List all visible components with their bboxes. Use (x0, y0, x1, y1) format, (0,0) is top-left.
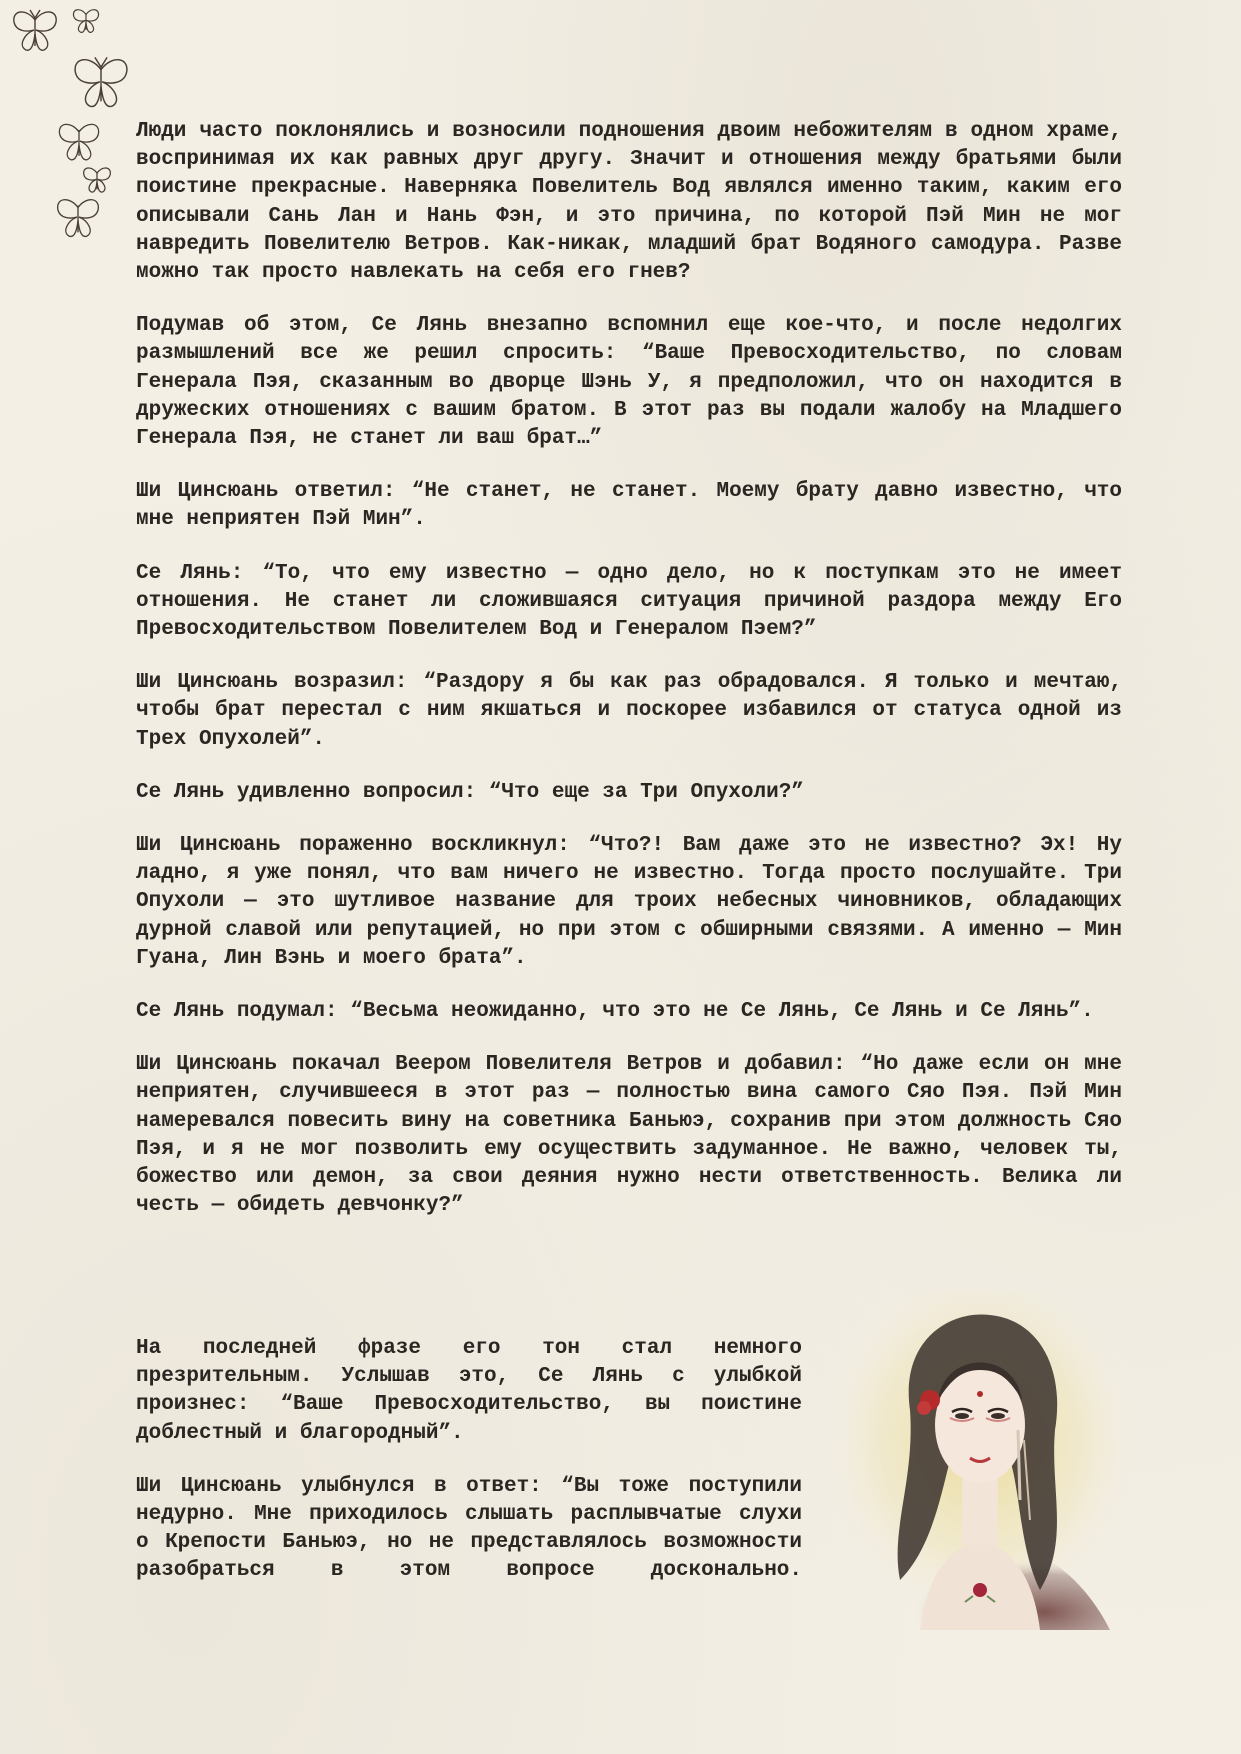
paragraph: Люди часто поклонялись и возносили подношения двоим небожителям в одном храме, воспринимая их как равных друг другу. Значит и отношения между братьями были поистине прекрасные. Наверняка Повелитель Вод являлся именно таким, каким его описывали Сань Лан и Нань Фэн, и это причина, по которой Пэй Мин не мог навредить Повелителю Ветров. Как-никак, младший брат Водяного самодура. Разве можно так просто навлекать на себя его гнев? (136, 120, 1122, 285)
paragraph: Ши Цинсюань пораженно воскликнул: “Что?! Вам даже это не известно? Эх! Ну ладно, я уже понял, что вам ничего не известно. Тогда просто послушайте. Три Опухоли — это шутливое название для троих небесных чиновников, обладающих дурной славой или репутацией, но при этом с обширными связями. А именно — Мин Гуана, Лин Вэнь и моего брата”. (136, 834, 1122, 970)
paragraph: Се Лянь подумал: “Весьма неожиданно, что это не Се Лянь, Се Лянь и Се Лянь”. (136, 1000, 1094, 1024)
paragraph: Подумав об этом, Се Лянь внезапно вспомнил еще кое-что, и после недолгих размышлений все же решил спросить: “Ваше Превосходительство, по словам Генерала Пэя, сказанным во дворце Шэнь У, я предположил, что он находится в дружеских отношениях с вашим братом. В этот раз вы подали жалобу на Младшего Генерала Пэя, не станет ли ваш брат…” (136, 314, 1122, 451)
side-text (136, 1335, 802, 1611)
main-text (136, 118, 1122, 1246)
paragraph: Ши Цинсюань улыбнулся в ответ: “Вы тоже поступили недурно. Мне приходилось слышать расплывчатые слухи о Крепости Баньюэ, но не представлялось возможности разобраться в этом вопросе досконально. (136, 1474, 802, 1583)
butterfly-icon (54, 118, 104, 166)
paragraph: Ши Цинсюань возразил: “Раздору я бы как раз обрадовался. Я только и мечтаю, чтобы брат перестал с ним якшаться и поскорее избавился от статуса одной из Трех Опухолей”. (136, 671, 1122, 751)
butterfly-icon (68, 52, 134, 114)
paragraph: Се Лянь удивленно вопросил: “Что еще за Три Опухоли?” (136, 780, 804, 804)
paragraph: На последней фразе его тон стал немного презрительным. Услышав это, Се Лянь с улыбкой произнес: “Ваше Превосходительство, вы поистине доблестный и благородный”. (136, 1337, 802, 1445)
butterfly-decoration (0, 0, 140, 250)
character-portrait-illustration (830, 1290, 1130, 1630)
paragraph: Се Лянь: “То, что ему известно — одно дело, но к поступкам это не имеет отношения. Не станет ли сложившаяся ситуация причиной раздора между Его Превосходительством Повелителем Вод и Генералом Пэем?” (136, 561, 1122, 642)
butterfly-icon (70, 6, 102, 36)
butterfly-icon (80, 164, 114, 196)
butterfly-icon (52, 194, 104, 242)
paragraph: Ши Цинсюань ответил: “Не станет, не станет. Моему брату давно известно, что мне неприятен Пэй Мин”. (136, 480, 1122, 532)
paragraph: Ши Цинсюань покачал Веером Повелителя Ветров и добавил: “Но даже если он мне неприятен, случившееся в этот раз — полностью вина самого Сяо Пэя. Пэй Мин намеревался повесить вину на советника Баньюэ, сохранив при этом должность Сяо Пэя, и я не мог позволить ему осуществить задуманное. Не важно, человек ты, божество или демон, за свои деяния нужно нести ответственность. Велика ли честь — обидеть девчонку?” (136, 1053, 1122, 1218)
butterfly-icon (8, 6, 62, 56)
